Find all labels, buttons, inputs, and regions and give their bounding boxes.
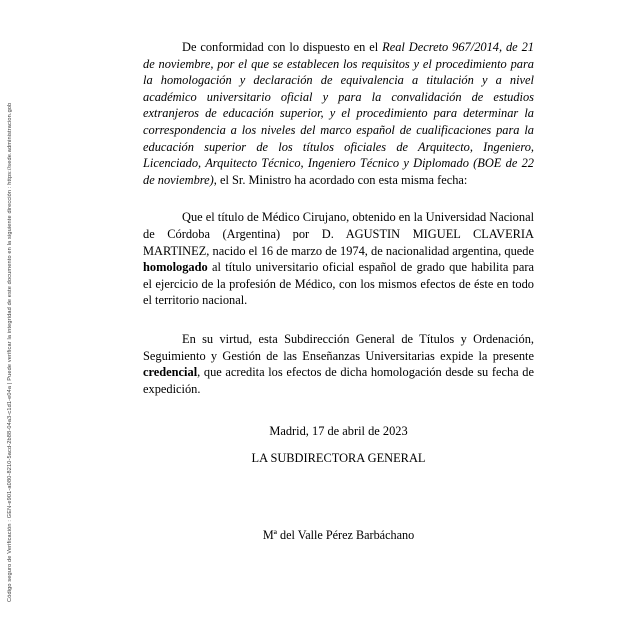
document-body <box>143 0 534 640</box>
paragraph-3-bold-credencial: credencial <box>143 365 198 380</box>
signature-signer-name: Mª del Valle Pérez Barbáchano <box>262 528 415 543</box>
paragraph-2-part-1: Que el título de Médico Cirujano, obtenido en la Universidad Nacional de Córdoba (Argentina) por D. AGUSTIN MIGUEL CLAVERIA MARTINEZ, nacido el 16 de marzo de 1974, de nacionalidad argentina, quede <box>143 210 535 258</box>
paragraph-legal-basis <box>143 39 534 188</box>
paragraph-3-part-2: , que acredita los efectos de dicha homologación desde su fecha de expedición. <box>143 365 534 396</box>
signature-block <box>143 423 534 466</box>
paragraph-1-lead: De conformidad con lo dispuesto en el <box>182 40 383 54</box>
paragraph-homologation-grant <box>143 209 534 309</box>
verification-code-rotator <box>0 0 22 640</box>
verification-code-sidebar <box>0 0 22 640</box>
paragraph-2-part-2: al título universitario oficial español de grado que habilita para el ejercicio de la profesión de Médico, con los mismos efectos de éste en todo el territorio nacional. <box>143 260 534 308</box>
paragraph-1-tail: , el Sr. Ministro ha acordado con esta misma fecha: <box>213 172 468 187</box>
signature-role-title: LA SUBDIRECTORA GENERAL <box>251 450 426 465</box>
paragraph-2-bold-homologado: homologado <box>143 260 208 275</box>
verification-code-text: Código seguro de Verificación : GEN-e901-a080-8210-5acd-2b88-04a3-c1d1-e04a | Puede verificar la integridad de este documento en la siguiente dirección : https://sede.administracion.gob <box>7 102 14 602</box>
paragraph-credential-issue <box>143 331 534 397</box>
paragraph-3-part-1: En su virtud, esta Subdirección General de Títulos y Ordenación, Seguimiento y Gestión de las Enseñanzas Universitarias expide la presente <box>143 331 534 363</box>
paragraph-1-decree-reference: Real Decreto 967/2014, de 21 de noviembre, por el que se establecen los requisitos y el procedimiento para la homologación y declaración de equivalencia a titulación y a nivel académico universitario oficial y para la convalidación de estudios extranjeros de educación superior, y el procedimiento para determinar la correspondencia a los niveles del marco español de cualificaciones para la educación superior de los títulos oficiales de Arquitecto, Ingeniero, Licenciado, Arquitecto Técnico, Ingeniero Técnico y Diplomado (BOE de 22 de noviembre) <box>143 40 534 187</box>
signature-city-date: Madrid, 17 de abril de 2023 <box>269 424 408 439</box>
